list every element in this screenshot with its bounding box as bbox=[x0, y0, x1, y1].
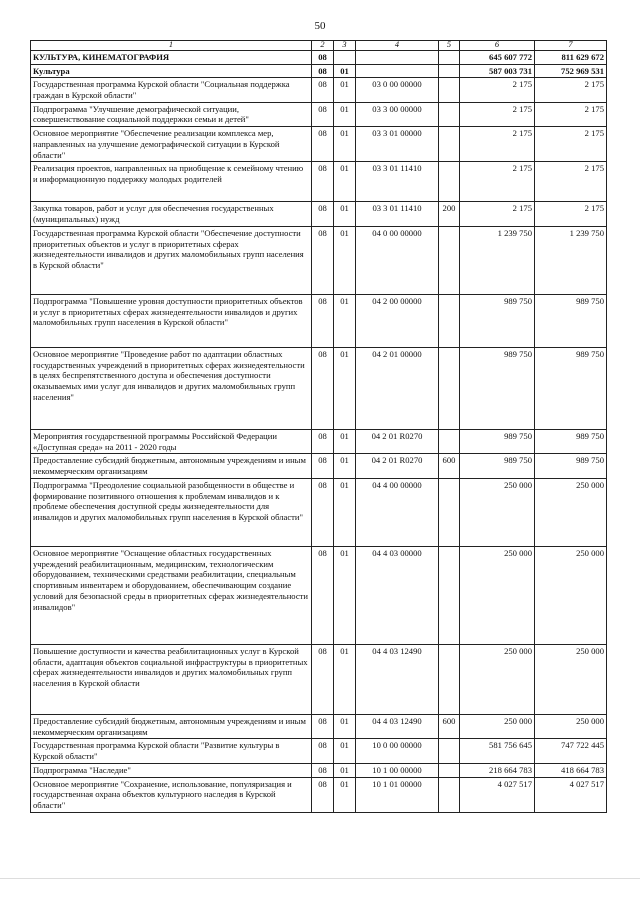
subsection-code-cell bbox=[334, 50, 356, 64]
target-article-cell: 04 2 01 R0270 bbox=[356, 429, 439, 453]
section-code-cell: 08 bbox=[312, 454, 334, 478]
target-article-cell: 03 3 01 00000 bbox=[356, 127, 439, 162]
section-code-cell: 08 bbox=[312, 763, 334, 777]
amount-year1-cell: 218 664 783 bbox=[460, 763, 535, 777]
row-name-cell: Мероприятия государственной программы Российской Федерации «Доступная среда» на 2011 - 2020 годы bbox=[31, 429, 312, 453]
amount-year1-cell: 645 607 772 bbox=[460, 50, 535, 64]
section-code-cell: 08 bbox=[312, 127, 334, 162]
amount-year2-cell: 989 750 bbox=[535, 294, 607, 347]
expense-type-cell bbox=[439, 777, 460, 812]
target-article-cell: 04 2 00 00000 bbox=[356, 294, 439, 347]
subsection-code-cell: 01 bbox=[334, 777, 356, 812]
amount-year1-cell: 989 750 bbox=[460, 347, 535, 429]
section-code-cell: 08 bbox=[312, 162, 334, 202]
amount-year2-cell: 2 175 bbox=[535, 127, 607, 162]
row-name-cell: Подпрограмма "Наследие" bbox=[31, 763, 312, 777]
section-code-cell: 08 bbox=[312, 50, 334, 64]
row-name-cell: Предоставление субсидий бюджетным, автономным учреждениям и иным некоммерческим организациям bbox=[31, 714, 312, 738]
amount-year1-cell: 2 175 bbox=[460, 102, 535, 126]
row-name-cell: Закупка товаров, работ и услуг для обеспечения государственных (муниципальных) нужд bbox=[31, 202, 312, 226]
amount-year2-cell: 418 664 783 bbox=[535, 763, 607, 777]
amount-year1-cell: 2 175 bbox=[460, 127, 535, 162]
row-name-cell: Основное мероприятие "Сохранение, использование, популяризация и государственная охрана объектов культурного наследия в Курской области" bbox=[31, 777, 312, 812]
amount-year1-cell: 2 175 bbox=[460, 162, 535, 202]
row-name-cell: Государственная программа Курской области "Развитие культуры в Курской области" bbox=[31, 739, 312, 763]
page-number: 50 bbox=[314, 20, 326, 32]
target-article-cell: 04 4 00 00000 bbox=[356, 478, 439, 546]
row-name-cell: Подпрограмма "Преодоление социальной разобщенности в обществе и формирование позитивного отношения к проблемам инвалидов и к проблеме обеспечения доступной среды жизнедеятельности для инвалидов и других маломобильных групп населения в Курской области" bbox=[31, 478, 312, 546]
amount-year2-cell: 250 000 bbox=[535, 714, 607, 738]
table-row bbox=[31, 777, 607, 812]
header-cell: 4 bbox=[356, 41, 439, 51]
expense-type-cell bbox=[439, 429, 460, 453]
section-code-cell: 08 bbox=[312, 202, 334, 226]
table-row bbox=[31, 202, 607, 226]
section-code-cell: 08 bbox=[312, 777, 334, 812]
target-article-cell bbox=[356, 50, 439, 64]
table-row bbox=[31, 546, 607, 644]
expense-type-cell bbox=[439, 294, 460, 347]
row-name-cell: Реализация проектов, направленных на приобщение к семейному чтению и информационную поддержку молодых родителей bbox=[31, 162, 312, 202]
table-row bbox=[31, 644, 607, 714]
amount-year1-cell: 250 000 bbox=[460, 644, 535, 714]
expense-type-cell: 200 bbox=[439, 202, 460, 226]
expense-type-cell bbox=[439, 347, 460, 429]
amount-year2-cell: 250 000 bbox=[535, 644, 607, 714]
subsection-code-cell: 01 bbox=[334, 644, 356, 714]
table-row bbox=[31, 478, 607, 546]
expense-type-cell bbox=[439, 127, 460, 162]
section-code-cell: 08 bbox=[312, 429, 334, 453]
target-article-cell: 04 2 01 R0270 bbox=[356, 454, 439, 478]
page-edge-line bbox=[0, 878, 640, 879]
section-code-cell: 08 bbox=[312, 478, 334, 546]
target-article-cell: 04 0 00 00000 bbox=[356, 226, 439, 294]
table-row bbox=[31, 226, 607, 294]
expense-type-cell bbox=[439, 64, 460, 78]
subsection-code-cell: 01 bbox=[334, 429, 356, 453]
amount-year2-cell: 989 750 bbox=[535, 454, 607, 478]
subsection-code-cell: 01 bbox=[334, 763, 356, 777]
section-code-cell: 08 bbox=[312, 347, 334, 429]
table-row bbox=[31, 64, 607, 78]
amount-year2-cell: 752 969 531 bbox=[535, 64, 607, 78]
header-cell: 3 bbox=[334, 41, 356, 51]
amount-year1-cell: 587 003 731 bbox=[460, 64, 535, 78]
row-name-cell: Основное мероприятие "Обеспечение реализации комплекса мер, направленных на улучшение демографической ситуации в Курской области" bbox=[31, 127, 312, 162]
amount-year1-cell: 1 239 750 bbox=[460, 226, 535, 294]
row-name-cell: Подпрограмма "Повышение уровня доступности приоритетных объектов и услуг в приоритетных сферах жизнедеятельности инвалидов и других маломобильных групп населения в Курской области" bbox=[31, 294, 312, 347]
subsection-code-cell: 01 bbox=[334, 202, 356, 226]
header-cell: 5 bbox=[439, 41, 460, 51]
amount-year1-cell: 989 750 bbox=[460, 429, 535, 453]
subsection-code-cell: 01 bbox=[334, 78, 356, 102]
target-article-cell: 03 0 00 00000 bbox=[356, 78, 439, 102]
section-code-cell: 08 bbox=[312, 64, 334, 78]
row-name-cell: Подпрограмма "Улучшение демографической ситуации, совершенствование социальной поддержки семьи и детей" bbox=[31, 102, 312, 126]
target-article-cell: 04 2 01 00000 bbox=[356, 347, 439, 429]
amount-year2-cell: 989 750 bbox=[535, 347, 607, 429]
target-article-cell: 03 3 01 11410 bbox=[356, 162, 439, 202]
expense-type-cell bbox=[439, 546, 460, 644]
subsection-code-cell: 01 bbox=[334, 64, 356, 78]
expense-type-cell bbox=[439, 478, 460, 546]
section-code-cell: 08 bbox=[312, 644, 334, 714]
target-article-cell: 04 4 03 00000 bbox=[356, 546, 439, 644]
row-name-cell: Повышение доступности и качества реабилитационных услуг в Курской области, адаптация объектов социальной инфраструктуры в приоритетных сферах жизнедеятельности инвалидов и других маломобильных групп населения в Курской области bbox=[31, 644, 312, 714]
row-name-cell: КУЛЬТУРА, КИНЕМАТОГРАФИЯ bbox=[31, 50, 312, 64]
expense-type-cell bbox=[439, 102, 460, 126]
amount-year2-cell: 2 175 bbox=[535, 202, 607, 226]
table-row bbox=[31, 347, 607, 429]
header-row bbox=[31, 41, 607, 51]
table-row bbox=[31, 78, 607, 102]
amount-year1-cell: 581 756 645 bbox=[460, 739, 535, 763]
expense-type-cell: 600 bbox=[439, 714, 460, 738]
table-row bbox=[31, 429, 607, 453]
expense-type-cell bbox=[439, 78, 460, 102]
subsection-code-cell: 01 bbox=[334, 454, 356, 478]
subsection-code-cell: 01 bbox=[334, 739, 356, 763]
budget-table bbox=[30, 40, 607, 813]
row-name-cell: Государственная программа Курской области "Обеспечение доступности приоритетных объектов и услуг в приоритетных сферах жизнедеятельности инвалидов и других маломобильных групп населения в Курской области" bbox=[31, 226, 312, 294]
subsection-code-cell: 01 bbox=[334, 294, 356, 347]
amount-year2-cell: 2 175 bbox=[535, 162, 607, 202]
subsection-code-cell: 01 bbox=[334, 546, 356, 644]
section-code-cell: 08 bbox=[312, 546, 334, 644]
expense-type-cell bbox=[439, 226, 460, 294]
amount-year1-cell: 989 750 bbox=[460, 294, 535, 347]
row-name-cell: Основное мероприятие "Оснащение областных государственных учреждений реабилитационным, медицинским, технологическим оборудованием, техническими средствами реабилитации, специальным спортивным инвентарем и оборудованием, обеспечивающим создание условий для безопасной среды в приоритетных сферах жизнедеятельности инвалидов" bbox=[31, 546, 312, 644]
amount-year2-cell: 250 000 bbox=[535, 478, 607, 546]
subsection-code-cell: 01 bbox=[334, 347, 356, 429]
table-row bbox=[31, 127, 607, 162]
amount-year1-cell: 2 175 bbox=[460, 202, 535, 226]
table-row bbox=[31, 294, 607, 347]
table-row bbox=[31, 739, 607, 763]
subsection-code-cell: 01 bbox=[334, 127, 356, 162]
section-code-cell: 08 bbox=[312, 739, 334, 763]
amount-year2-cell: 747 722 445 bbox=[535, 739, 607, 763]
table-row bbox=[31, 454, 607, 478]
section-code-cell: 08 bbox=[312, 78, 334, 102]
subsection-code-cell: 01 bbox=[334, 226, 356, 294]
subsection-code-cell: 01 bbox=[334, 102, 356, 126]
amount-year2-cell: 250 000 bbox=[535, 546, 607, 644]
subsection-code-cell: 01 bbox=[334, 478, 356, 546]
amount-year2-cell: 2 175 bbox=[535, 78, 607, 102]
expense-type-cell bbox=[439, 739, 460, 763]
subsection-code-cell: 01 bbox=[334, 714, 356, 738]
amount-year1-cell: 4 027 517 bbox=[460, 777, 535, 812]
target-article-cell: 04 4 03 12490 bbox=[356, 644, 439, 714]
target-article-cell: 03 3 00 00000 bbox=[356, 102, 439, 126]
amount-year1-cell: 250 000 bbox=[460, 714, 535, 738]
target-article-cell: 10 0 00 00000 bbox=[356, 739, 439, 763]
target-article-cell: 10 1 01 00000 bbox=[356, 777, 439, 812]
section-code-cell: 08 bbox=[312, 294, 334, 347]
header-cell: 6 bbox=[460, 41, 535, 51]
row-name-cell: Предоставление субсидий бюджетным, автономным учреждениям и иным некоммерческим организациям bbox=[31, 454, 312, 478]
target-article-cell: 10 1 00 00000 bbox=[356, 763, 439, 777]
section-code-cell: 08 bbox=[312, 226, 334, 294]
amount-year1-cell: 250 000 bbox=[460, 546, 535, 644]
row-name-cell: Основное мероприятие "Проведение работ по адаптации областных государственных учреждений в приоритетных сферах жизнедеятельности в целях беспрепятственного доступа и обеспечения доступности оказываемых ими услуг для инвалидов и других маломобильных групп населения" bbox=[31, 347, 312, 429]
header-cell: 1 bbox=[31, 41, 312, 51]
expense-type-cell bbox=[439, 644, 460, 714]
target-article-cell: 03 3 01 11410 bbox=[356, 202, 439, 226]
expense-type-cell bbox=[439, 162, 460, 202]
table-row bbox=[31, 162, 607, 202]
table-row bbox=[31, 714, 607, 738]
header-cell: 7 bbox=[535, 41, 607, 51]
amount-year1-cell: 250 000 bbox=[460, 478, 535, 546]
amount-year1-cell: 2 175 bbox=[460, 78, 535, 102]
row-name-cell: Государственная программа Курской области "Социальная поддержка граждан в Курской области" bbox=[31, 78, 312, 102]
target-article-cell bbox=[356, 64, 439, 78]
amount-year1-cell: 989 750 bbox=[460, 454, 535, 478]
subsection-code-cell: 01 bbox=[334, 162, 356, 202]
expense-type-cell bbox=[439, 50, 460, 64]
header-cell: 2 bbox=[312, 41, 334, 51]
amount-year2-cell: 4 027 517 bbox=[535, 777, 607, 812]
amount-year2-cell: 2 175 bbox=[535, 102, 607, 126]
amount-year2-cell: 989 750 bbox=[535, 429, 607, 453]
section-code-cell: 08 bbox=[312, 102, 334, 126]
table-row bbox=[31, 763, 607, 777]
expense-type-cell bbox=[439, 763, 460, 777]
amount-year2-cell: 1 239 750 bbox=[535, 226, 607, 294]
section-code-cell: 08 bbox=[312, 714, 334, 738]
row-name-cell: Культура bbox=[31, 64, 312, 78]
expense-type-cell: 600 bbox=[439, 454, 460, 478]
amount-year2-cell: 811 629 672 bbox=[535, 50, 607, 64]
target-article-cell: 04 4 03 12490 bbox=[356, 714, 439, 738]
table-row bbox=[31, 50, 607, 64]
table-row bbox=[31, 102, 607, 126]
